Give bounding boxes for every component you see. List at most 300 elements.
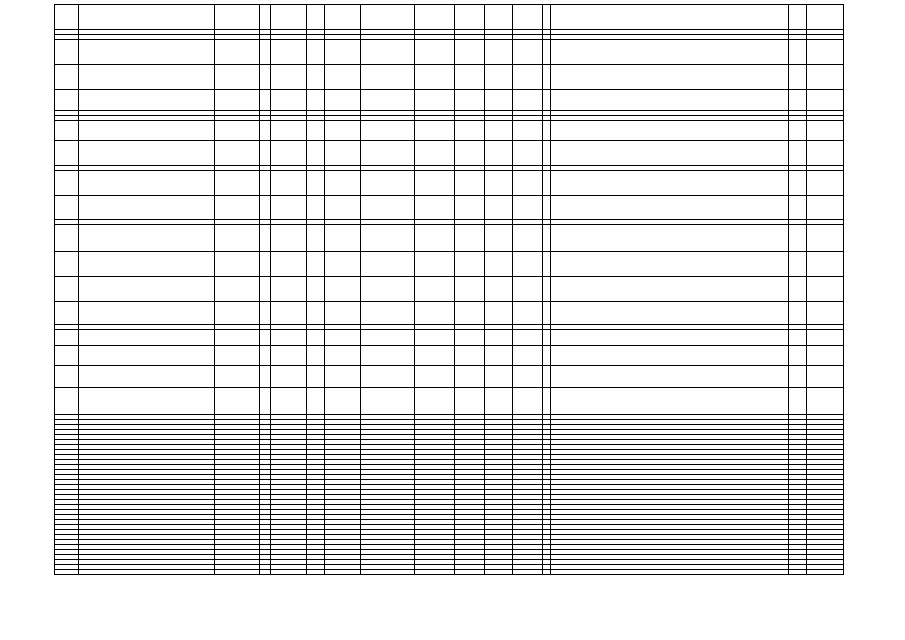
- table-cell: [414, 141, 454, 165]
- table-cell: [550, 415, 788, 419]
- table-cell: [542, 277, 550, 301]
- table-cell: [542, 490, 550, 494]
- table-cell: [214, 560, 259, 564]
- table-cell: [324, 490, 360, 494]
- table-cell: [78, 90, 214, 110]
- table-cell: [512, 455, 542, 459]
- table-cell: [360, 302, 414, 324]
- table-cell: [214, 116, 259, 120]
- table-cell: [78, 505, 214, 509]
- table-cell: [542, 90, 550, 110]
- table-cell: [54, 515, 78, 519]
- table-cell: [54, 65, 78, 89]
- table-cell: [788, 330, 806, 345]
- table-cell: [484, 550, 512, 554]
- table-cell: [806, 550, 844, 554]
- table-cell: [214, 565, 259, 569]
- table-cell: [324, 470, 360, 474]
- table-cell: [788, 480, 806, 484]
- table-cell: [324, 30, 360, 34]
- table-cell: [788, 540, 806, 544]
- table-cell: [54, 111, 78, 115]
- table-cell: [306, 540, 324, 544]
- table-cell: [306, 490, 324, 494]
- table-cell: [324, 485, 360, 489]
- table-cell: [454, 330, 484, 345]
- table-cell: [54, 35, 78, 39]
- table-row: [54, 141, 844, 166]
- table-cell: [788, 525, 806, 529]
- table-cell: [259, 171, 270, 195]
- table-cell: [306, 470, 324, 474]
- table-cell: [54, 505, 78, 509]
- table-cell: [324, 277, 360, 301]
- table-cell: [512, 495, 542, 499]
- table-cell: [788, 515, 806, 519]
- table-cell: [78, 5, 214, 29]
- table-cell: [806, 520, 844, 524]
- table-cell: [78, 141, 214, 165]
- table-cell: [270, 171, 306, 195]
- table-cell: [54, 445, 78, 449]
- table-cell: [270, 525, 306, 529]
- table-row: [54, 90, 844, 111]
- table-cell: [54, 420, 78, 424]
- table-cell: [259, 440, 270, 444]
- table-cell: [484, 420, 512, 424]
- table-cell: [259, 166, 270, 170]
- table-cell: [550, 277, 788, 301]
- table-cell: [270, 40, 306, 64]
- table-cell: [454, 90, 484, 110]
- table-cell: [324, 460, 360, 464]
- table-cell: [54, 485, 78, 489]
- table-cell: [259, 465, 270, 469]
- table-cell: [306, 460, 324, 464]
- table-row: [54, 277, 844, 302]
- table-cell: [550, 450, 788, 454]
- table-cell: [454, 520, 484, 524]
- table-cell: [54, 435, 78, 439]
- table-cell: [454, 470, 484, 474]
- table-cell: [788, 30, 806, 34]
- table-cell: [54, 440, 78, 444]
- table-cell: [454, 490, 484, 494]
- table-cell: [454, 302, 484, 324]
- table-cell: [550, 435, 788, 439]
- table-cell: [512, 530, 542, 534]
- table-cell: [54, 535, 78, 539]
- table-cell: [414, 555, 454, 559]
- table-cell: [324, 540, 360, 544]
- table-cell: [214, 346, 259, 365]
- table-cell: [484, 520, 512, 524]
- table-cell: [259, 90, 270, 110]
- table-cell: [512, 445, 542, 449]
- table-cell: [54, 470, 78, 474]
- table-cell: [324, 445, 360, 449]
- table-cell: [360, 510, 414, 514]
- table-cell: [484, 346, 512, 365]
- table-cell: [78, 388, 214, 414]
- table-cell: [324, 90, 360, 110]
- table-cell: [414, 90, 454, 110]
- table-cell: [306, 166, 324, 170]
- table-cell: [454, 65, 484, 89]
- table-cell: [270, 325, 306, 329]
- table-cell: [806, 5, 844, 29]
- table-cell: [360, 460, 414, 464]
- table-cell: [214, 330, 259, 345]
- table-cell: [484, 252, 512, 276]
- table-cell: [454, 5, 484, 29]
- table-cell: [54, 480, 78, 484]
- table-cell: [542, 530, 550, 534]
- table-cell: [78, 475, 214, 479]
- table-cell: [360, 346, 414, 365]
- table-cell: [214, 196, 259, 219]
- table-cell: [788, 5, 806, 29]
- table-cell: [306, 550, 324, 554]
- table-cell: [512, 111, 542, 115]
- table-cell: [550, 40, 788, 64]
- table-cell: [360, 560, 414, 564]
- table-cell: [214, 388, 259, 414]
- table-cell: [550, 495, 788, 499]
- table-cell: [550, 520, 788, 524]
- table-cell: [454, 445, 484, 449]
- table-cell: [414, 530, 454, 534]
- table-row: [54, 40, 844, 65]
- table-cell: [512, 460, 542, 464]
- table-cell: [542, 560, 550, 564]
- table-cell: [54, 5, 78, 29]
- table-cell: [806, 116, 844, 120]
- table-cell: [484, 495, 512, 499]
- table-cell: [414, 346, 454, 365]
- table-cell: [54, 510, 78, 514]
- table-cell: [78, 560, 214, 564]
- table-cell: [542, 445, 550, 449]
- table-cell: [542, 171, 550, 195]
- table-cell: [214, 515, 259, 519]
- table-cell: [550, 545, 788, 549]
- table-cell: [542, 35, 550, 39]
- table-cell: [259, 490, 270, 494]
- table-cell: [259, 325, 270, 329]
- table-cell: [270, 65, 306, 89]
- table-cell: [270, 545, 306, 549]
- table-cell: [270, 415, 306, 419]
- table-cell: [259, 535, 270, 539]
- table-cell: [512, 435, 542, 439]
- table-cell: [54, 30, 78, 34]
- table-cell: [454, 366, 484, 387]
- table-cell: [512, 500, 542, 504]
- table-cell: [550, 225, 788, 251]
- table-cell: [484, 490, 512, 494]
- table-cell: [454, 171, 484, 195]
- table-cell: [360, 535, 414, 539]
- table-cell: [324, 111, 360, 115]
- table-cell: [484, 30, 512, 34]
- table-cell: [806, 510, 844, 514]
- table-cell: [454, 346, 484, 365]
- table-cell: [550, 196, 788, 219]
- table-cell: [270, 435, 306, 439]
- table-cell: [550, 65, 788, 89]
- table-cell: [454, 252, 484, 276]
- table-cell: [512, 90, 542, 110]
- table-cell: [259, 225, 270, 251]
- table-cell: [806, 545, 844, 549]
- table-cell: [550, 485, 788, 489]
- table-cell: [78, 415, 214, 419]
- table-cell: [78, 420, 214, 424]
- table-cell: [360, 425, 414, 429]
- table-cell: [214, 480, 259, 484]
- table-cell: [324, 302, 360, 324]
- table-cell: [214, 302, 259, 324]
- table-cell: [542, 111, 550, 115]
- table-cell: [214, 166, 259, 170]
- table-cell: [78, 440, 214, 444]
- table-row: [54, 252, 844, 277]
- table-cell: [306, 111, 324, 115]
- table-cell: [270, 30, 306, 34]
- table-cell: [78, 430, 214, 434]
- table-cell: [270, 540, 306, 544]
- table-cell: [306, 520, 324, 524]
- table-cell: [414, 460, 454, 464]
- table-cell: [306, 455, 324, 459]
- table-cell: [542, 470, 550, 474]
- table-cell: [259, 480, 270, 484]
- table-cell: [806, 415, 844, 419]
- table-cell: [414, 166, 454, 170]
- table-cell: [806, 435, 844, 439]
- table-cell: [414, 550, 454, 554]
- table-cell: [788, 171, 806, 195]
- table-cell: [259, 570, 270, 574]
- table-cell: [324, 440, 360, 444]
- table-cell: [54, 220, 78, 224]
- table-cell: [788, 530, 806, 534]
- table-cell: [484, 415, 512, 419]
- table-cell: [259, 116, 270, 120]
- table-cell: [259, 346, 270, 365]
- table-cell: [324, 455, 360, 459]
- table-cell: [550, 425, 788, 429]
- table-cell: [306, 465, 324, 469]
- table-cell: [214, 5, 259, 29]
- table-cell: [788, 555, 806, 559]
- table-cell: [788, 455, 806, 459]
- table-cell: [788, 346, 806, 365]
- table-cell: [360, 420, 414, 424]
- table-cell: [306, 116, 324, 120]
- table-cell: [54, 520, 78, 524]
- table-cell: [259, 252, 270, 276]
- table-cell: [214, 445, 259, 449]
- table-cell: [550, 5, 788, 29]
- table-cell: [512, 545, 542, 549]
- table-cell: [550, 490, 788, 494]
- table-cell: [788, 420, 806, 424]
- table-cell: [214, 510, 259, 514]
- table-cell: [414, 196, 454, 219]
- table-cell: [214, 485, 259, 489]
- table-cell: [414, 40, 454, 64]
- table-cell: [54, 166, 78, 170]
- table-cell: [414, 465, 454, 469]
- table-cell: [259, 485, 270, 489]
- table-cell: [484, 470, 512, 474]
- table-cell: [788, 388, 806, 414]
- table-cell: [806, 388, 844, 414]
- table-cell: [454, 420, 484, 424]
- table-cell: [54, 277, 78, 301]
- table-cell: [324, 40, 360, 64]
- table-cell: [512, 515, 542, 519]
- table-cell: [512, 565, 542, 569]
- table-cell: [54, 570, 78, 574]
- table-cell: [806, 480, 844, 484]
- table-cell: [512, 40, 542, 64]
- table-cell: [550, 440, 788, 444]
- table-cell: [54, 366, 78, 387]
- table-cell: [454, 480, 484, 484]
- table-cell: [270, 166, 306, 170]
- table-cell: [259, 545, 270, 549]
- table-cell: [550, 555, 788, 559]
- table-cell: [306, 515, 324, 519]
- table-cell: [360, 415, 414, 419]
- table-cell: [550, 171, 788, 195]
- table-cell: [214, 555, 259, 559]
- table-cell: [214, 111, 259, 115]
- table-cell: [306, 555, 324, 559]
- table-cell: [788, 196, 806, 219]
- table-cell: [484, 500, 512, 504]
- table-cell: [78, 485, 214, 489]
- table-cell: [414, 570, 454, 574]
- table-cell: [512, 465, 542, 469]
- table-cell: [214, 440, 259, 444]
- table-cell: [54, 116, 78, 120]
- table-cell: [484, 460, 512, 464]
- table-cell: [360, 570, 414, 574]
- table-cell: [484, 430, 512, 434]
- table-cell: [454, 545, 484, 549]
- table-cell: [324, 388, 360, 414]
- table-cell: [550, 480, 788, 484]
- table-cell: [788, 116, 806, 120]
- table-cell: [484, 535, 512, 539]
- table-cell: [270, 220, 306, 224]
- table-cell: [78, 111, 214, 115]
- table-cell: [806, 465, 844, 469]
- table-cell: [550, 166, 788, 170]
- table-cell: [54, 302, 78, 324]
- table-cell: [484, 525, 512, 529]
- table-cell: [542, 525, 550, 529]
- table-cell: [270, 425, 306, 429]
- table-cell: [360, 220, 414, 224]
- table-cell: [259, 366, 270, 387]
- table-cell: [414, 495, 454, 499]
- table-cell: [550, 366, 788, 387]
- table-cell: [484, 475, 512, 479]
- table-cell: [270, 465, 306, 469]
- table-cell: [306, 560, 324, 564]
- table-cell: [414, 302, 454, 324]
- table-cell: [259, 515, 270, 519]
- table-cell: [78, 171, 214, 195]
- table-cell: [78, 460, 214, 464]
- table-cell: [806, 540, 844, 544]
- table-cell: [806, 460, 844, 464]
- table-cell: [54, 495, 78, 499]
- table-cell: [806, 525, 844, 529]
- table-cell: [214, 495, 259, 499]
- table-cell: [78, 330, 214, 345]
- table-cell: [78, 535, 214, 539]
- table-cell: [788, 40, 806, 64]
- table-cell: [414, 485, 454, 489]
- table-cell: [550, 570, 788, 574]
- table-cell: [54, 325, 78, 329]
- table-cell: [78, 570, 214, 574]
- table-cell: [414, 277, 454, 301]
- table-cell: [78, 277, 214, 301]
- table-cell: [484, 388, 512, 414]
- table-cell: [214, 455, 259, 459]
- table-cell: [270, 555, 306, 559]
- table-cell: [512, 225, 542, 251]
- table-cell: [788, 510, 806, 514]
- table-cell: [360, 470, 414, 474]
- table-cell: [550, 550, 788, 554]
- table-cell: [542, 540, 550, 544]
- table-cell: [306, 90, 324, 110]
- table-cell: [414, 525, 454, 529]
- table-cell: [324, 225, 360, 251]
- table-cell: [360, 325, 414, 329]
- table-cell: [360, 111, 414, 115]
- table-cell: [550, 252, 788, 276]
- table-cell: [270, 121, 306, 140]
- table-cell: [542, 116, 550, 120]
- table-cell: [270, 510, 306, 514]
- table-cell: [270, 450, 306, 454]
- table-cell: [214, 225, 259, 251]
- table-cell: [542, 346, 550, 365]
- table-cell: [259, 510, 270, 514]
- table-cell: [360, 515, 414, 519]
- table-cell: [414, 505, 454, 509]
- table-cell: [414, 111, 454, 115]
- table-cell: [512, 65, 542, 89]
- table-cell: [259, 550, 270, 554]
- table-cell: [512, 5, 542, 29]
- table-cell: [270, 141, 306, 165]
- table-cell: [484, 545, 512, 549]
- table-cell: [550, 302, 788, 324]
- table-cell: [542, 196, 550, 219]
- table-cell: [270, 560, 306, 564]
- table-cell: [270, 530, 306, 534]
